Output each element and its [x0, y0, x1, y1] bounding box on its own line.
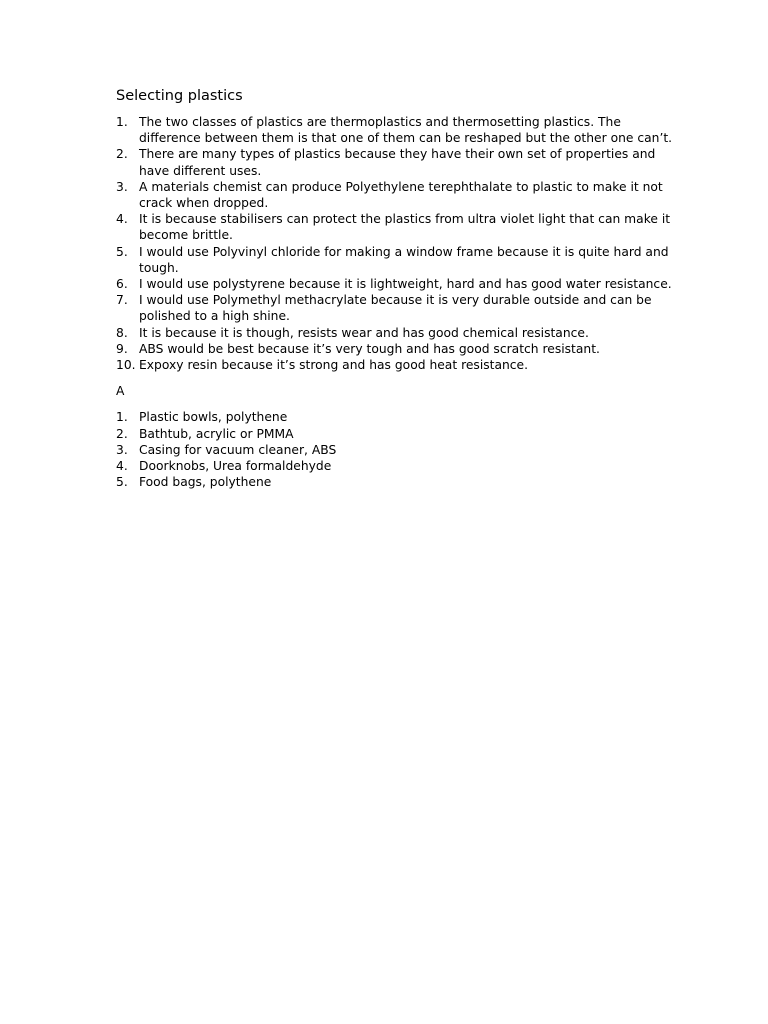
list-item [116, 426, 676, 442]
item-text: Expoxy resin because it’s strong and has good heat resistance. [139, 358, 529, 373]
item-number: 8. [116, 325, 128, 340]
examples-list [116, 409, 676, 490]
list-item [116, 179, 676, 211]
list-item [116, 146, 676, 178]
list-item [116, 276, 676, 292]
item-text: Doorknobs, Urea formaldehyde [139, 459, 332, 474]
item-number: 6. [116, 277, 128, 292]
item-number: 2. [116, 147, 128, 162]
list-item [116, 211, 676, 243]
item-text: A materials chemist can produce Polyethylene terephthalate to plastic to make it not crack when dropped. [139, 179, 663, 211]
item-text: I would use polystyrene because it is lightweight, hard and has good water resistance. [139, 277, 672, 292]
item-number: 5. [116, 244, 128, 259]
item-number: 1. [116, 115, 128, 129]
item-number: 1. [116, 410, 128, 425]
item-text: Bathtub, acrylic or PMMA [139, 426, 294, 441]
item-number: 2. [116, 426, 128, 441]
item-text: ABS would be best because it’s very tough and has good scratch resistant. [139, 341, 600, 356]
item-text: It is because it is though, resists wear and has good chemical resistance. [139, 325, 589, 340]
list-item [116, 442, 676, 458]
item-text: I would use Polyvinyl chloride for making a window frame because it is quite hard and tough. [139, 244, 669, 275]
item-text: The two classes of plastics are thermoplastics and thermosetting plastics. The difference between them is that one of them can be reshaped but the other one can’t. [139, 115, 673, 146]
item-number: 3. [116, 442, 128, 457]
item-text: Plastic bowls, polythene [139, 410, 288, 425]
section-label: A [116, 384, 125, 399]
list-item [116, 458, 676, 474]
item-number: 4. [116, 459, 128, 474]
list-item [116, 474, 676, 490]
list-item [116, 114, 676, 146]
item-text: There are many types of plastics because they have their own set of properties and have different uses. [139, 147, 656, 178]
list-item [116, 244, 676, 276]
answers-list [116, 114, 676, 373]
item-number: 5. [116, 475, 128, 490]
list-item [116, 292, 676, 324]
item-number: 4. [116, 212, 128, 227]
list-item [116, 341, 676, 357]
list-item [116, 409, 676, 425]
item-number: 7. [116, 293, 128, 308]
item-text: Food bags, polythene [139, 475, 272, 490]
item-text: Casing for vacuum cleaner, ABS [139, 442, 337, 457]
item-number: 10. [116, 358, 136, 373]
item-text: I would use Polymethyl methacrylate because it is very durable outside and can be polished to a high shine. [139, 293, 652, 324]
list-item [116, 357, 676, 373]
page-title: Selecting plastics [116, 88, 243, 104]
item-number: 9. [116, 341, 128, 356]
list-item [116, 325, 676, 341]
item-number: 3. [116, 179, 128, 194]
item-text: It is because stabilisers can protect the plastics from ultra violet light that can make it become brittle. [139, 212, 671, 243]
document-page [116, 86, 676, 490]
